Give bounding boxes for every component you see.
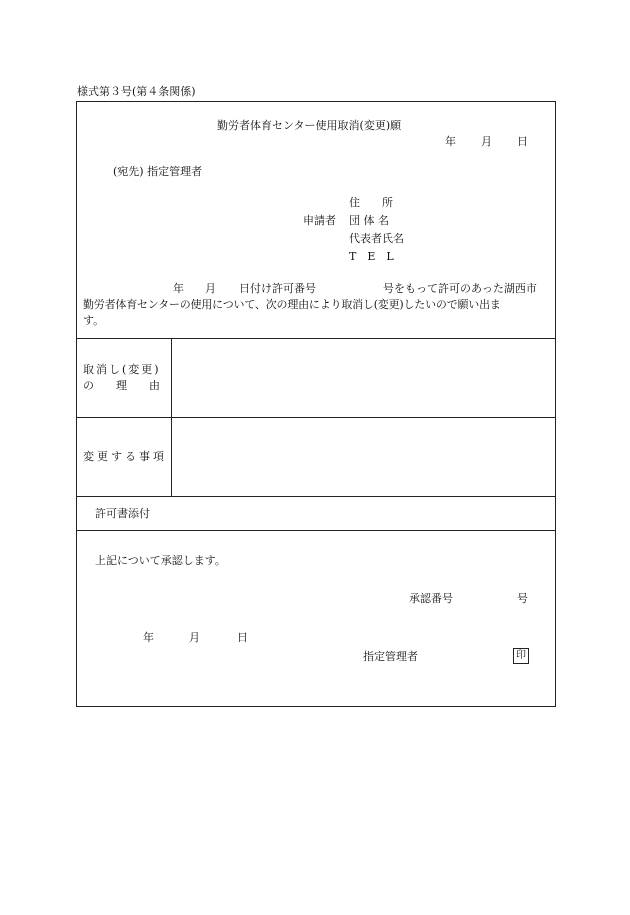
body-line3: す。 xyxy=(83,314,105,327)
approval-year: 年 xyxy=(143,631,154,644)
change-label: 変更する事項 xyxy=(83,450,167,463)
approval-day: 日 xyxy=(237,631,248,644)
reason-label-line2: の 理 由 xyxy=(83,379,160,392)
body-year: 年 xyxy=(173,282,184,295)
seal-mark: 印 xyxy=(513,648,529,664)
applicant-org-label: 団 体 名 xyxy=(349,214,389,227)
addressee: (宛先) 指定管理者 xyxy=(113,165,203,178)
approval-number-suffix: 号 xyxy=(517,592,528,605)
body-permit-number-label: 日付け許可番号 xyxy=(239,282,316,295)
reason-input-area[interactable] xyxy=(173,340,553,416)
applicant-label: 申請者 xyxy=(303,214,336,227)
divider-2 xyxy=(77,417,555,418)
body-line1-end: 号をもって許可のあった湖西市 xyxy=(383,282,537,295)
approval-number-label: 承認番号 xyxy=(409,592,453,605)
applicant-rep-label: 代表者氏名 xyxy=(349,232,404,245)
applicant-tel-label: T E L xyxy=(349,250,394,263)
divider-1 xyxy=(77,338,555,339)
form-title: 勤労者体育センター使用取消(変更)願 xyxy=(217,119,402,132)
divider-3 xyxy=(77,496,555,497)
application-form xyxy=(76,101,556,707)
approval-month: 月 xyxy=(189,631,200,644)
attachment-label: 許可書添付 xyxy=(95,507,150,520)
divider-4 xyxy=(77,530,555,531)
label-column-divider xyxy=(171,338,172,496)
reason-label-line1: 取消し(変更) xyxy=(83,363,161,376)
change-input-area[interactable] xyxy=(173,419,553,495)
approval-text: 上記について承認します。 xyxy=(95,554,226,567)
body-line2: 勤労者体育センターの使用について、次の理由により取消し(変更)したいので願い出ま xyxy=(83,298,501,311)
date-month: 月 xyxy=(481,135,492,148)
date-year: 年 xyxy=(445,135,456,148)
approval-manager-label: 指定管理者 xyxy=(363,650,418,663)
body-month: 月 xyxy=(205,282,216,295)
date-day: 日 xyxy=(517,135,528,148)
form-number: 様式第３号(第４条関係) xyxy=(77,85,196,98)
applicant-address-label: 住 所 xyxy=(349,196,393,209)
